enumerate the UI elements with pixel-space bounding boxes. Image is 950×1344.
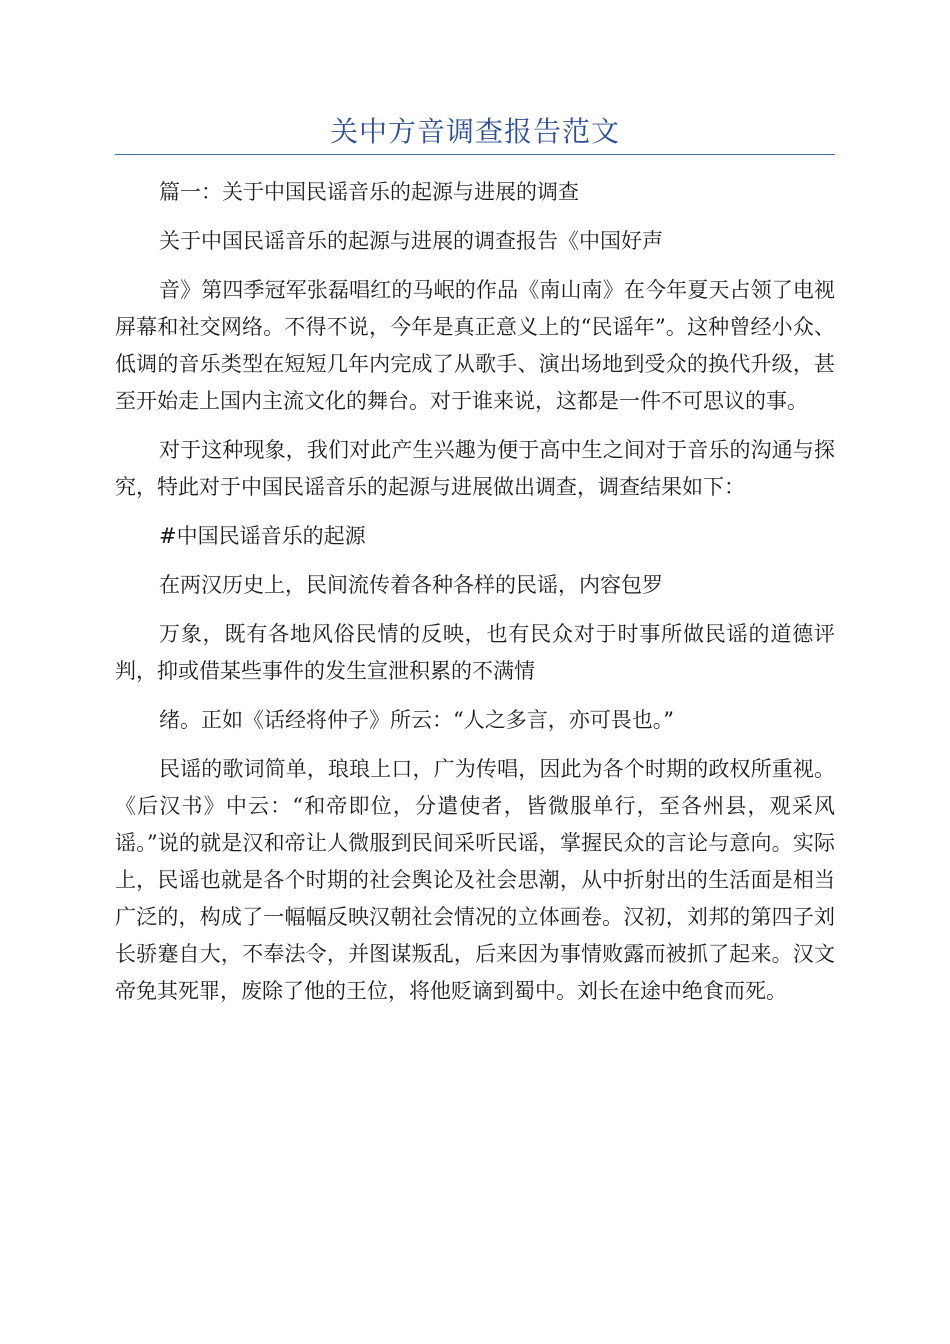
paragraph-section-heading: 篇一：关于中国民谣音乐的起源与进展的调查 [159, 180, 579, 204]
title-underline [115, 154, 835, 155]
paragraph-content-range: 万象，既有各地风俗民情的反映，也有民众对于时事所做民谣的道德评判，抑或借某些事件的发生宣泄积累的不满情 [115, 622, 835, 683]
paragraph-intro: 音》第四季冠军张磊唱红的马岷的作品《南山南》在今年夏天占领了电视屏幕和社交网络。不得不说，今年是真正意义上的“民谣年”。这种曾经小众、低调的音乐类型在短短几年内完成了从歌手、演出场地到受众的换代升级，甚至开始走上国内主流文化的舞台。对于谁来说，这都是一件不可思议的事。 [115, 278, 835, 413]
paragraph-han-folk-songs: 在两汉历史上，民间流传着各种各样的民谣，内容包罗 [159, 573, 663, 597]
paragraph-quote: 绪。正如《话经将仲子》所云：“人之多言，亦可畏也。” [159, 708, 674, 732]
document-body [115, 174, 835, 1022]
paragraph-report-title: 关于中国民谣音乐的起源与进展的调查报告《中国好声 [159, 229, 663, 253]
paragraph-subheading-origin: #中国民谣音乐的起源 [159, 524, 366, 548]
paragraph-purpose: 对于这种现象，我们对此产生兴趣为便于高中生之间对于音乐的沟通与探究，特此对于中国民谣音乐的起源与进展做出调查，调查结果如下： [115, 438, 835, 499]
document-title: 关中方音调查报告范文 [329, 115, 620, 148]
paragraph-lyrics-history: 民谣的歌词简单，琅琅上口，广为传唱，因此为各个时期的政权所重视。《后汉书》中云：“和帝即位，分遣使者，皆微服单行，至各州县，观采风谣。”说的就是汉和帝让人微服到民间采听民谣，掌握民众的言论与意向。实际上，民谣也就是各个时期的社会舆论及社会思潮，从中折射出的生活面是相当广泛的，构成了一幅幅反映汉朝社会情况的立体画卷。汉初，刘邦的第四子刘长骄蹇自大，不奉法令，并图谋叛乱，后来因为事情败露而被抓了起来。汉文帝免其死罪，废除了他的王位，将他贬谪到蜀中。刘长在途中绝食而死。 [115, 757, 835, 1003]
